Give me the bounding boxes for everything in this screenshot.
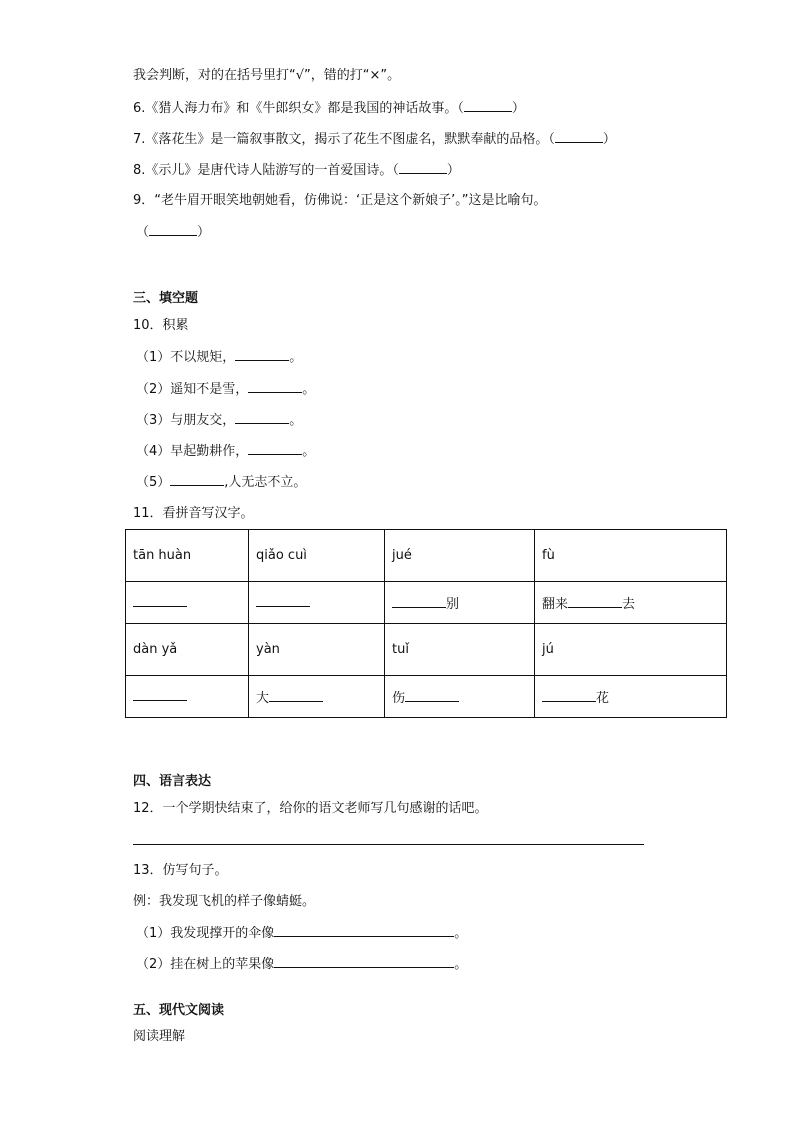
item-suffix: ,人无志不立。 [224,475,307,490]
question-12-answer-line[interactable] [133,844,644,845]
item-prefix: （5） [136,475,171,490]
pinyin-cell: jú [535,624,727,676]
item-prefix: （2）挂在树上的苹果像 [136,957,275,972]
item-blank[interactable] [248,380,302,393]
question-13-label: 13．仿写句子。 [133,863,228,878]
answer-post: 别 [446,597,460,612]
answer-post: 花 [596,691,610,706]
answer-blank[interactable] [568,595,622,608]
answer-pre: 翻来 [542,597,569,612]
question-9-text: 9．“老牛眉开眼笑地朝她看，仿佛说：‘正是这个新娘子’。”这是比喻句。 [133,193,547,208]
pinyin-cell: dàn yǎ [126,624,249,676]
item-suffix: 。 [289,350,303,365]
pinyin-row [126,624,727,676]
item-suffix: 。 [302,382,316,397]
answer-post: 去 [622,597,636,612]
question-7 [133,130,616,149]
pinyin-cell: tuǐ [385,624,535,676]
question-8-answer-blank[interactable] [399,161,447,174]
question-13-item-2 [136,955,467,974]
judge-instruction: 我会判断，对的在括号里打“√”，错的打“×”。 [133,68,401,83]
question-13-example: 例：我发现飞机的样子像蜻蜓。 [133,894,316,909]
answer-cell [385,582,535,624]
question-12-text: 12．一个学期快结束了，给你的语文老师写几句感谢的话吧。 [133,801,488,816]
item-suffix: 。 [454,957,468,972]
answer-cell [249,582,385,624]
pinyin-table [125,529,727,718]
question-10-item-4 [136,442,315,461]
item-prefix: （4）早起勤耕作， [136,444,249,459]
question-6-close: ） [511,101,525,116]
answer-blank[interactable] [133,594,187,607]
question-9-answer [136,223,210,242]
answer-row [126,676,727,718]
pinyin-cell: jué [385,530,535,582]
question-6 [133,99,525,118]
question-10-item-5 [136,473,306,492]
answer-blank[interactable] [405,689,459,702]
question-8-close: ） [446,163,460,178]
question-8 [133,161,460,180]
question-10-item-3 [136,411,302,430]
item-prefix: （1）我发现撑开的伞像 [136,926,275,941]
item-blank[interactable] [274,924,454,937]
answer-cell [385,676,535,718]
question-9-close: ） [197,225,211,240]
question-6-text: 6.《猎人海力布》和《牛郎织女》都是我国的神话故事。（ [133,101,464,116]
answer-cell [535,676,727,718]
answer-cell [535,582,727,624]
pinyin-cell: qiǎo cuì [249,530,385,582]
item-suffix: 。 [454,926,468,941]
answer-blank[interactable] [256,594,310,607]
pinyin-cell: tān huàn [126,530,249,582]
question-7-answer-blank[interactable] [555,130,603,143]
item-prefix: （2）遥知不是雪， [136,382,249,397]
item-blank[interactable] [274,955,454,968]
answer-blank[interactable] [269,689,323,702]
question-13-item-1 [136,924,467,943]
question-10-item-1 [136,348,302,367]
answer-row [126,582,727,624]
answer-pre: 伤 [392,691,406,706]
answer-blank[interactable] [392,595,446,608]
question-10-item-2 [136,380,315,399]
question-11-label: 11．看拼音写汉字。 [133,506,254,521]
answer-pre: 大 [256,691,270,706]
answer-blank[interactable] [133,688,187,701]
item-suffix: 。 [302,444,316,459]
question-9-open: （ [136,225,150,240]
item-blank[interactable] [248,442,302,455]
answer-cell [249,676,385,718]
item-prefix: （3）与朋友交， [136,413,236,428]
item-blank[interactable] [170,473,224,486]
answer-blank[interactable] [542,689,596,702]
question-7-text: 7.《落花生》是一篇叙事散文，揭示了花生不图虚名，默默奉献的品格。（ [133,132,555,147]
section-4-title: 四、语言表达 [133,774,212,789]
pinyin-cell: fù [535,530,727,582]
question-9-answer-blank[interactable] [149,223,197,236]
question-8-text: 8.《示儿》是唐代诗人陆游写的一首爱国诗。（ [133,163,399,178]
item-suffix: 。 [289,413,303,428]
answer-cell [126,582,249,624]
pinyin-row [126,530,727,582]
item-prefix: （1）不以规矩， [136,350,236,365]
question-6-answer-blank[interactable] [464,99,512,112]
question-7-close: ） [602,132,616,147]
section-5-subtitle: 阅读理解 [133,1029,186,1044]
section-3-title: 三、填空题 [133,291,199,306]
section-5-title: 五、现代文阅读 [133,1003,225,1018]
answer-cell [126,676,249,718]
pinyin-cell: yàn [249,624,385,676]
item-blank[interactable] [235,411,289,424]
item-blank[interactable] [235,348,289,361]
question-10-label: 10．积累 [133,318,189,333]
